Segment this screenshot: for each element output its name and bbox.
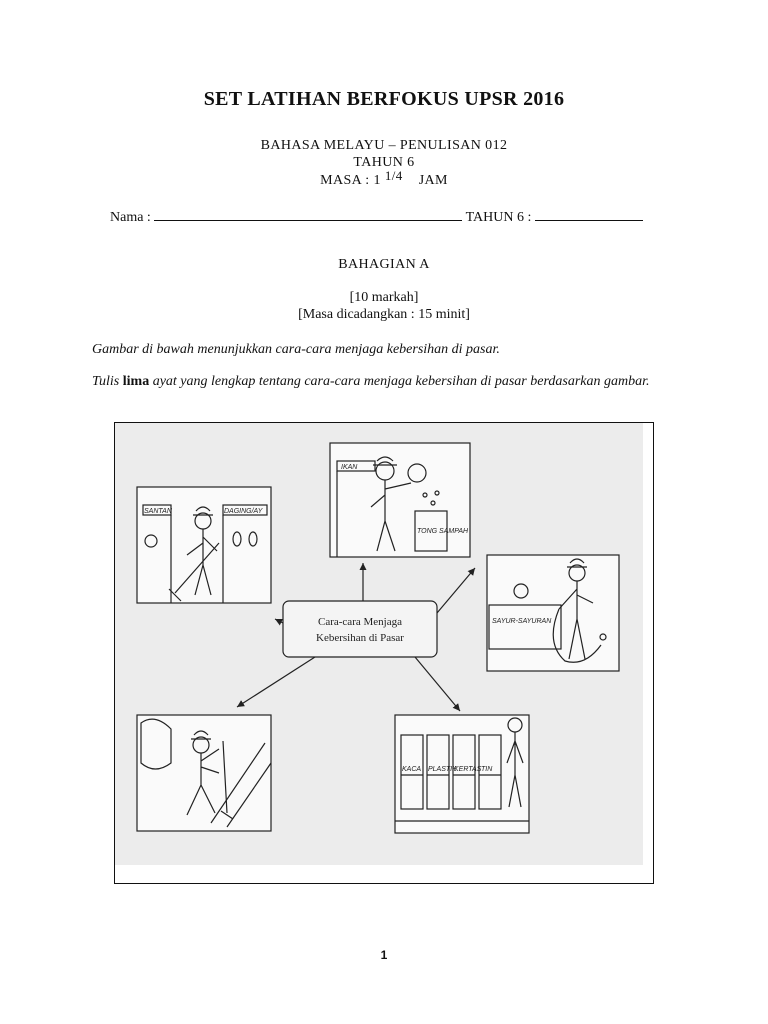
instruction-2-suffix: ayat yang lengkap tentang cara-cara menjaga kebersihan di pasar berdasarkan gambar.	[149, 374, 650, 389]
meat-stall-label: DAGING/AY	[224, 508, 263, 515]
panel-sweep	[137, 487, 271, 603]
panel-drain	[137, 715, 271, 831]
arrow-left	[275, 619, 283, 623]
subject-line: BAHASA MELAYU – PENULISAN 012	[260, 138, 508, 153]
page-number: 1	[380, 948, 388, 962]
recycle-label-tin: TIN	[481, 766, 493, 773]
suggested-time: [Masa dicadangkan : 15 minit]	[298, 307, 470, 322]
time-line	[0, 168, 768, 189]
time-fraction: 1/4	[384, 168, 403, 183]
section-marks: [10 markah]	[349, 290, 419, 305]
class-field[interactable]	[535, 206, 643, 221]
document-title: SET LATIHAN BERFOKUS UPSR 2016	[203, 88, 565, 110]
instruction-2	[92, 373, 682, 390]
panel-water	[487, 555, 619, 671]
vegetable-stall-label: SAYUR-SAYURAN	[492, 618, 552, 625]
name-row	[110, 206, 643, 226]
time-label: MASA : 1	[320, 173, 381, 188]
center-text-2: Kebersihan di Pasar	[316, 632, 404, 644]
name-label: Nama :	[110, 210, 151, 225]
arrow-right-down	[415, 657, 460, 711]
time-unit: JAM	[418, 173, 448, 188]
year-line: TAHUN 6	[353, 155, 415, 170]
class-label: TAHUN 6 :	[465, 210, 532, 225]
panel-recycle	[395, 715, 529, 833]
arrow-left-down	[237, 657, 315, 707]
center-text-1: Cara-cara Menjaga	[318, 616, 402, 628]
santan-stall-label: SANTAN	[144, 508, 172, 515]
name-field[interactable]	[154, 206, 462, 221]
bin-label: TONG SAMPAH	[417, 528, 469, 535]
recycle-label-plastic: PLASTIK	[428, 766, 457, 773]
instruction-2-bold: lima	[122, 374, 150, 389]
instruction-1: Gambar di bawah menunjukkan cara-cara menjaga kebersihan di pasar.	[92, 342, 500, 357]
instruction-2-prefix: Tulis	[92, 374, 123, 389]
fish-stall-label: IKAN	[341, 464, 358, 471]
section-title: BAHAGIAN A	[338, 257, 430, 272]
arrow-right-up	[437, 568, 475, 613]
panel-bin	[330, 443, 470, 557]
market-cleanliness-drawing	[115, 423, 643, 865]
center-box	[283, 601, 437, 657]
illustration	[115, 423, 643, 865]
recycle-label-paper: KERTAS	[454, 766, 482, 773]
recycle-label-glass: KACA	[402, 766, 422, 773]
